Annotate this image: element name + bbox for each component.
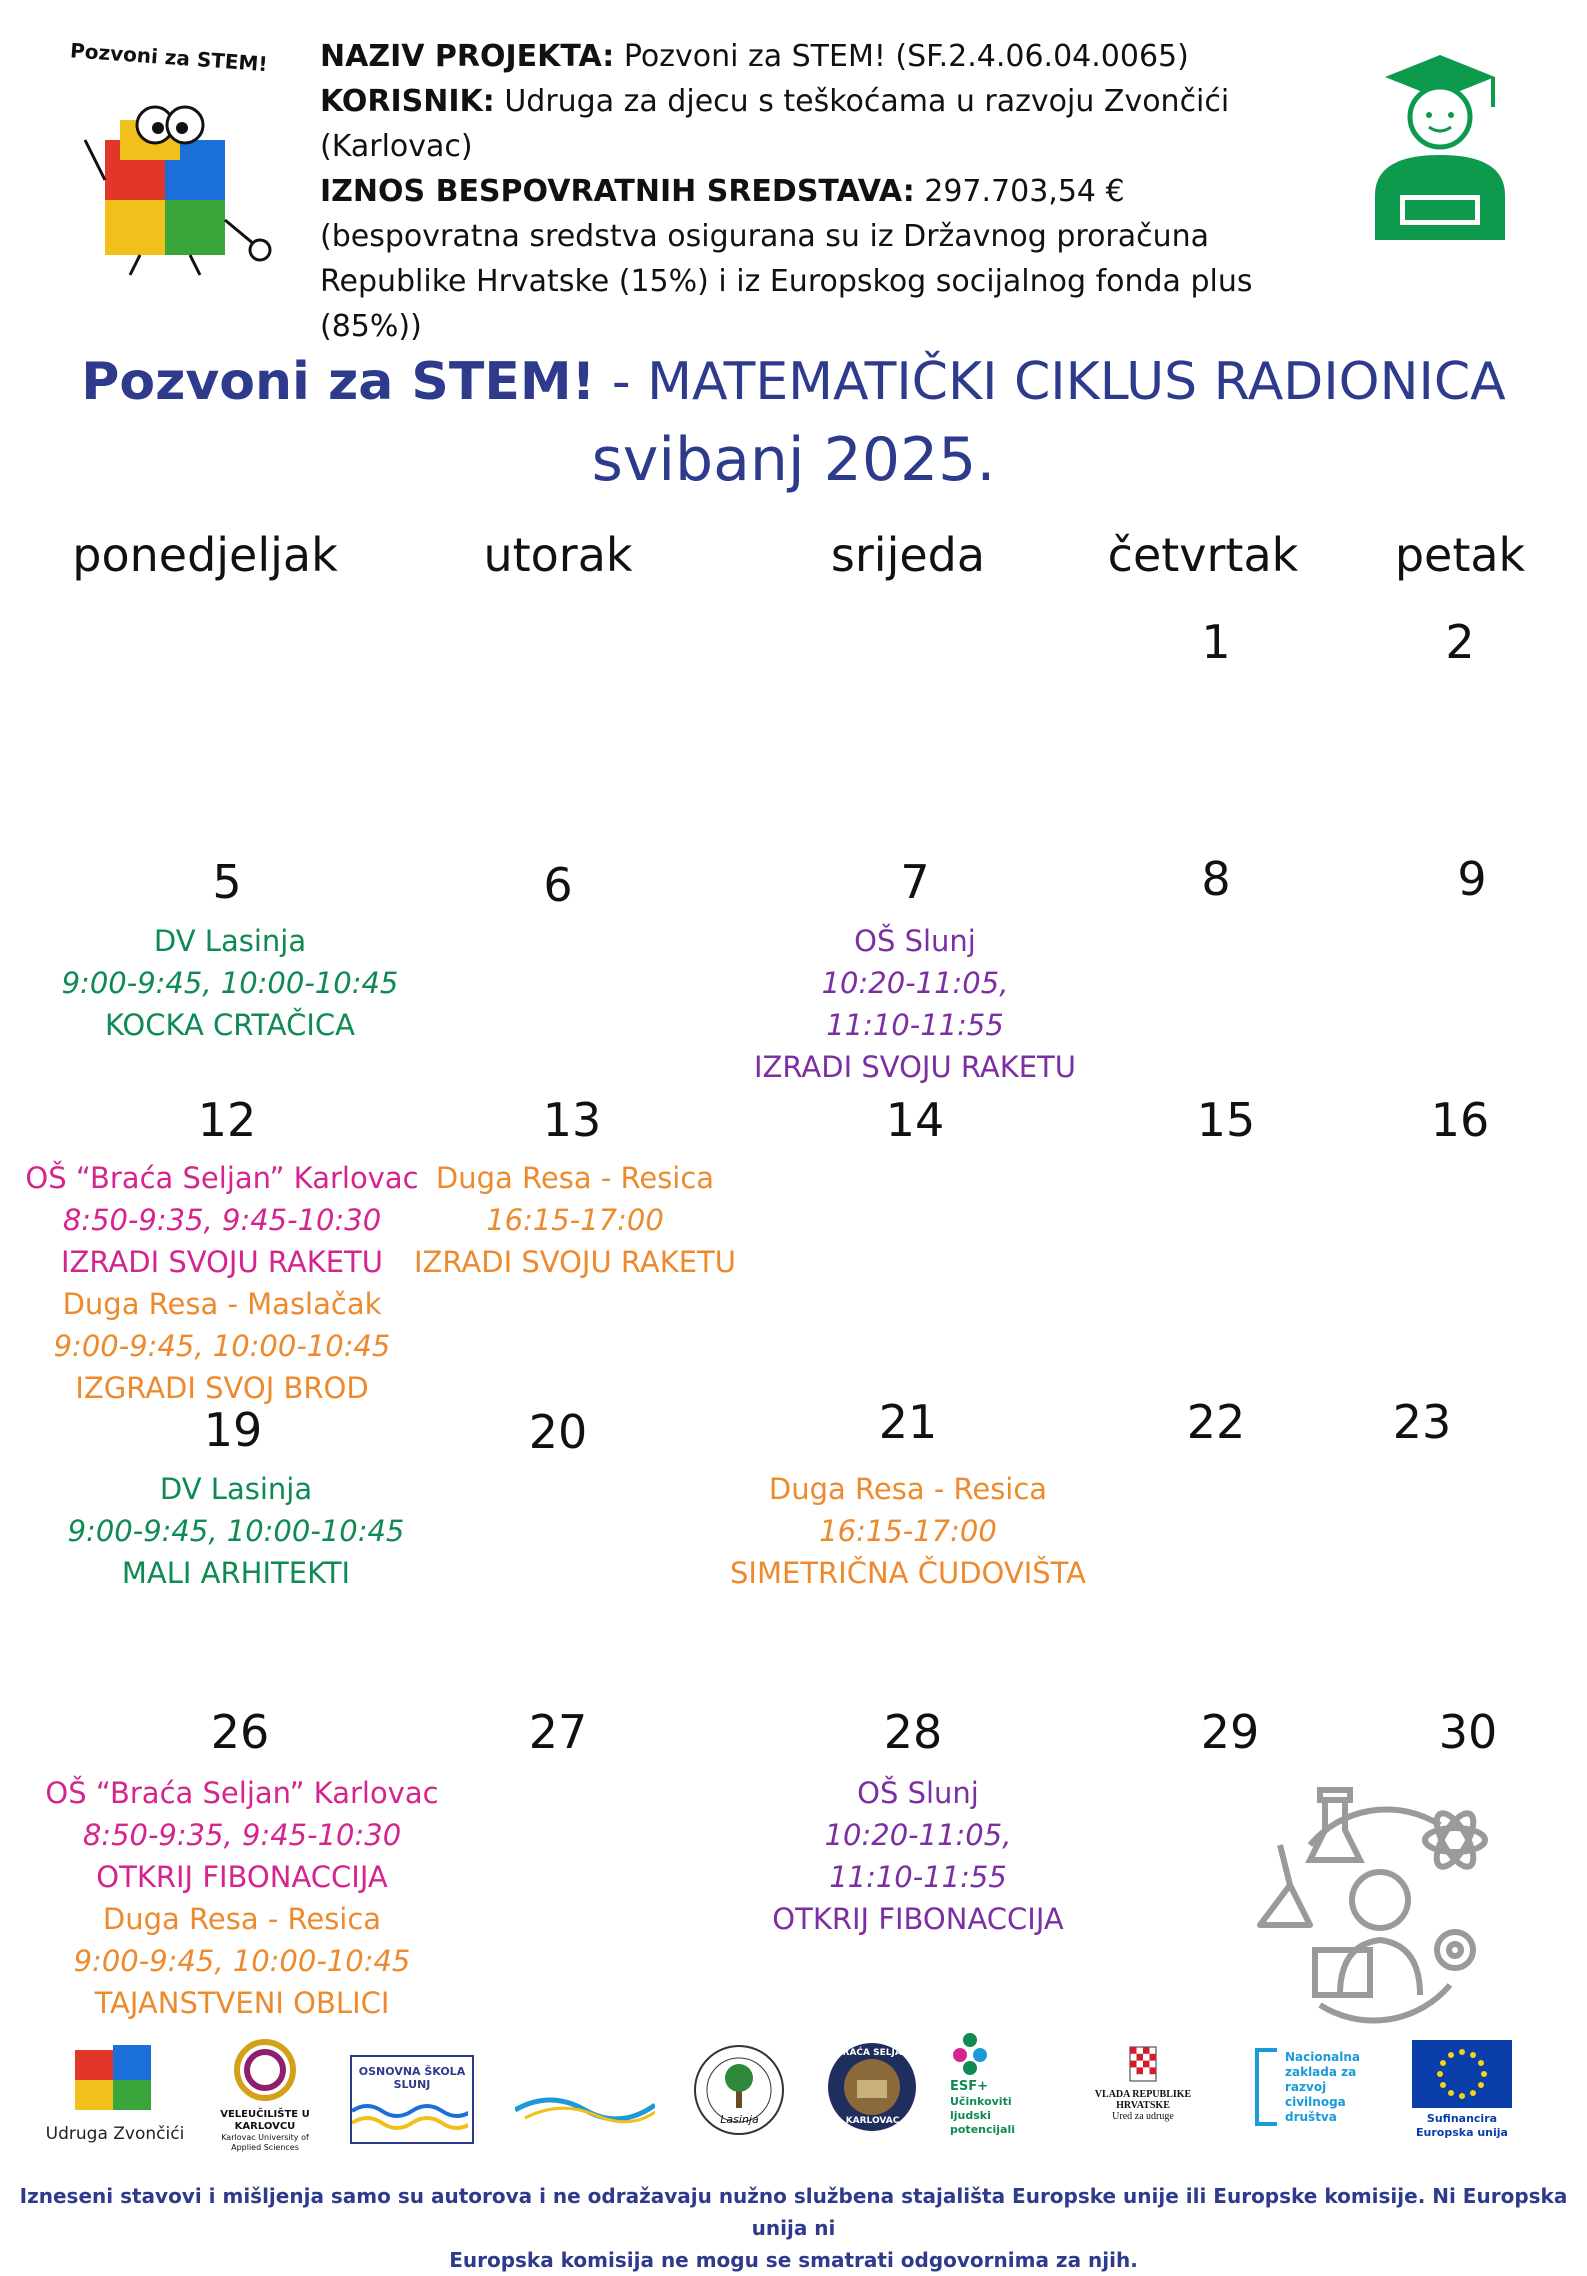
- dayname-tuesday: utorak: [483, 528, 633, 582]
- date-8: 8: [1201, 852, 1231, 906]
- event-time: 16:15-17:00: [819, 1514, 997, 1548]
- date-23: 23: [1392, 1395, 1452, 1449]
- event-name: KOCKA CRTAČICA: [104, 1008, 356, 1042]
- event-place: OŠ Slunj: [857, 1776, 979, 1810]
- logo-vlada: [1068, 2045, 1218, 2135]
- logo-esf-sub: Učinkoviti ljudski potencijali: [950, 2095, 1016, 2136]
- event-may28: [688, 1772, 1148, 1940]
- user-value: Udruga za djecu s teškoćama u razvoju Zvončići (Karlovac): [320, 84, 1230, 164]
- esf-flower-icon: [950, 2030, 990, 2075]
- date-30: 30: [1438, 1705, 1498, 1759]
- date-9: 9: [1457, 852, 1487, 906]
- logo-eu: [1412, 2040, 1522, 2150]
- eu-flag-icon: [1412, 2040, 1512, 2108]
- waves-logo-icon: [352, 2091, 468, 2136]
- event-name: TAJANSTVENI OBLICI: [94, 1986, 390, 2020]
- user-label: KORISNIK:: [320, 84, 495, 119]
- puzzle-logo-icon: [70, 2040, 160, 2120]
- event-may21: [678, 1468, 1138, 1594]
- logo-zaklada-caption: Nacionalna zaklada za razvoj civilnoga društva: [1285, 2050, 1361, 2124]
- river-logo-icon: [515, 2070, 655, 2130]
- event-may13: [345, 1157, 805, 1283]
- logo-esf: [950, 2030, 1040, 2145]
- disclaimer: [0, 2180, 1587, 2276]
- event-may5: [0, 920, 460, 1046]
- event-name: IZRADI SVOJU RAKETU: [414, 1245, 736, 1279]
- event-time: 9:00-9:45, 10:00-10:45: [73, 1944, 411, 1978]
- logo-text: Pozvoni za STEM!: [69, 38, 269, 77]
- logo-veleuciliste-caption: VELEUČILIŠTE U KARLOVCU: [220, 2109, 310, 2132]
- logo-os-braca-seljan: [825, 2040, 920, 2135]
- logo-vlada-caption: VLADA REPUBLIKE HRVATSKE: [1094, 2089, 1192, 2111]
- title-sub: - MATEMATIČKI CIKLUS RADIONICA: [595, 352, 1506, 412]
- date-16: 16: [1430, 1093, 1490, 1147]
- disclaimer-line-1: Izneseni stavovi i mišljenja samo su autorova i ne odražavaju nužno službena stajališta Europske unije ili Europske komisije. Ni Europska unija ni: [19, 2184, 1568, 2240]
- logo-zvoncici-caption: Udruga Zvončići: [45, 2124, 185, 2144]
- event-time: 9:00-9:45, 10:00-10:45: [61, 966, 399, 1000]
- logo-zaklada: [1255, 2040, 1385, 2140]
- event-name: IZRADI SVOJU RAKETU: [61, 1245, 383, 1279]
- science-illustration-icon: [1250, 1785, 1500, 2025]
- date-22: 22: [1186, 1395, 1246, 1449]
- event-place: DV Lasinja: [153, 924, 307, 958]
- date-21: 21: [878, 1395, 938, 1449]
- logo-lasinja: [692, 2043, 787, 2138]
- disclaimer-line-2: Europska komisija ne mogu se smatrati odgovornima za njih.: [449, 2248, 1138, 2272]
- dayname-friday: petak: [1394, 528, 1526, 582]
- event-time: 10:20-11:05,: [824, 1818, 1012, 1852]
- dayname-wednesday: srijeda: [830, 528, 986, 582]
- date-28: 28: [883, 1705, 943, 1759]
- graduate-student-icon: [1365, 55, 1515, 245]
- bracket-left-icon: [1255, 2048, 1277, 2126]
- page-title: [0, 352, 1587, 412]
- logo-eu-caption: Sufinancira Europska unija: [1416, 2112, 1508, 2139]
- title-main: Pozvoni za STEM!: [81, 352, 596, 412]
- event-name: OTKRIJ FIBONACCIJA: [96, 1860, 388, 1894]
- event-time: 9:00-9:45, 10:00-10:45: [67, 1514, 405, 1548]
- logo-veleuciliste: [215, 2035, 315, 2155]
- knot-logo-icon: [230, 2035, 300, 2105]
- event-may19: [6, 1468, 466, 1594]
- event-place: Duga Resa - Resica: [102, 1902, 382, 1936]
- date-20: 20: [528, 1405, 588, 1459]
- project-value: Pozvoni za STEM! (SF.2.4.06.04.0065): [614, 39, 1189, 74]
- amount-label: IZNOS BESPOVRATNIH SREDSTAVA:: [320, 174, 915, 209]
- date-12: 12: [197, 1093, 257, 1147]
- event-time: 16:15-17:00: [486, 1203, 664, 1237]
- logo-vlada-sub: Ured za udruge: [1112, 2111, 1174, 2122]
- event-place: Duga Resa - Maslačak: [62, 1287, 382, 1321]
- date-14: 14: [885, 1093, 945, 1147]
- amount-value: 297.703,54 € (bespovratna sredstva osigurana su iz Državnog proračuna Republike Hrvatske (15%) i iz Europskog socijalnog fonda plus (85%)): [320, 174, 1253, 344]
- events-may26: [12, 1772, 472, 2024]
- dayname-thursday: četvrtak: [1107, 528, 1299, 582]
- event-place: Duga Resa - Resica: [768, 1472, 1048, 1506]
- date-5: 5: [212, 855, 242, 909]
- event-time: 11:10-11:55: [826, 1008, 1004, 1042]
- event-place: OŠ “Braća Seljan” Karlovac: [25, 1161, 419, 1195]
- logo-esf-caption: ESF+: [950, 2079, 989, 2094]
- event-time: 8:50-9:35, 9:45-10:30: [82, 1818, 402, 1852]
- event-name: SIMETRIČNA ČUDOVIŠTA: [730, 1556, 1086, 1590]
- dayname-monday: ponedjeljak: [72, 528, 338, 582]
- logo-os-slunj: [350, 2055, 474, 2144]
- event-time: 11:10-11:55: [829, 1860, 1007, 1894]
- logo-seljan-top: BRAĆA SELJAN: [835, 2048, 910, 2058]
- event-may7: [685, 920, 1145, 1088]
- event-time: 10:20-11:05,: [821, 966, 1009, 1000]
- logo-lasinja-caption: Lasinja: [720, 2113, 759, 2126]
- amount-line: [320, 169, 1330, 349]
- date-6: 6: [543, 858, 573, 912]
- event-name: IZRADI SVOJU RAKETU: [754, 1050, 1076, 1084]
- date-26: 26: [210, 1705, 270, 1759]
- logo-veleuciliste-caption-en: Karlovac University of Applied Sciences: [221, 2133, 309, 2152]
- date-2: 2: [1445, 615, 1475, 669]
- event-name: MALI ARHITEKTI: [121, 1556, 351, 1590]
- project-logo: [60, 30, 280, 280]
- event-place: OŠ Slunj: [854, 924, 976, 958]
- logo-seljan-bottom: KARLOVAC: [845, 2116, 900, 2126]
- croatia-coat-of-arms-icon: [1128, 2045, 1158, 2085]
- event-place: Duga Resa - Resica: [435, 1161, 715, 1195]
- month-title: svibanj 2025.: [591, 425, 996, 495]
- event-time: 9:00-9:45, 10:00-10:45: [53, 1329, 391, 1363]
- logo-zvoncici: [40, 2040, 190, 2150]
- user-line: [320, 79, 1330, 169]
- date-13: 13: [542, 1093, 602, 1147]
- project-label: NAZIV PROJEKTA:: [320, 39, 615, 74]
- date-1: 1: [1201, 615, 1231, 669]
- logo-river: [515, 2070, 655, 2130]
- date-15: 15: [1196, 1093, 1256, 1147]
- event-name: OTKRIJ FIBONACCIJA: [772, 1902, 1064, 1936]
- event-place: DV Lasinja: [159, 1472, 313, 1506]
- logo-slunj-caption: OSNOVNA ŠKOLA SLUNJ: [358, 2065, 466, 2091]
- event-place: OŠ “Braća Seljan” Karlovac: [45, 1776, 439, 1810]
- event-time: 8:50-9:35, 9:45-10:30: [62, 1203, 382, 1237]
- project-info: [320, 34, 1330, 349]
- date-19: 19: [203, 1403, 263, 1457]
- project-name-line: [320, 34, 1330, 79]
- event-name: IZGRADI SVOJ BROD: [75, 1371, 369, 1405]
- date-7: 7: [900, 855, 930, 909]
- date-27: 27: [528, 1705, 588, 1759]
- date-29: 29: [1200, 1705, 1260, 1759]
